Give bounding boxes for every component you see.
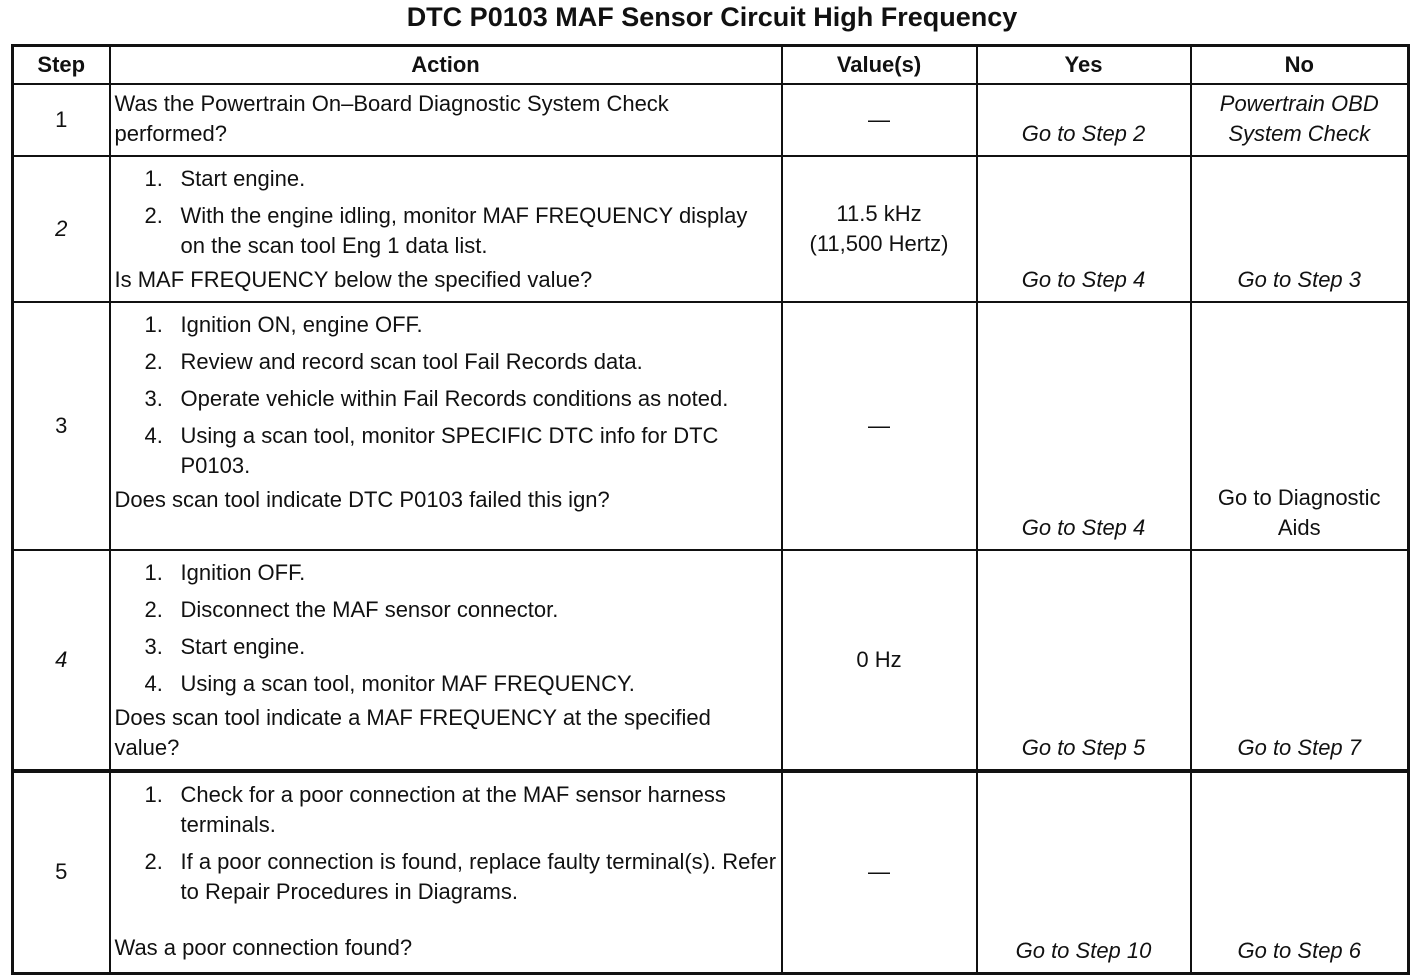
- action-question: Was the Powertrain On–Board Diagnostic System Check performed?: [114, 91, 669, 146]
- table-row: [13, 156, 1409, 302]
- action-item: 3. Operate vehicle within Fail Records conditions as noted.: [144, 386, 729, 411]
- action-cell: [110, 771, 782, 973]
- table-row: [13, 550, 1409, 771]
- action-item: 1. Ignition ON, engine OFF.: [144, 312, 423, 337]
- header-action: Action: [110, 46, 782, 85]
- value-cell: —: [782, 302, 977, 550]
- yes-cell: Go to Step 2: [977, 84, 1191, 156]
- header-step: Step: [13, 46, 110, 85]
- action-item: 1. Check for a poor connection at the MAF sensor harness terminals.: [144, 782, 726, 837]
- action-cell: [110, 302, 782, 550]
- action-cell: [110, 156, 782, 302]
- value-cell: 11.5 kHz (11,500 Hertz): [782, 156, 977, 302]
- action-item: 3. Start engine.: [144, 634, 306, 659]
- action-cell: [110, 550, 782, 771]
- step-number: 3: [13, 302, 110, 550]
- header-no: No: [1191, 46, 1409, 85]
- value-cell: 0 Hz: [782, 550, 977, 771]
- diagnostic-table: [11, 44, 1410, 975]
- action-item: 2. With the engine idling, monitor MAF FREQUENCY display on the scan tool Eng 1 data list.: [144, 203, 748, 258]
- table-row: [13, 771, 1409, 973]
- step-number: 2: [13, 156, 110, 302]
- action-item: 2. Review and record scan tool Fail Records data.: [144, 349, 643, 374]
- action-cell: [110, 84, 782, 156]
- table-row: [13, 302, 1409, 550]
- action-question: Is MAF FREQUENCY below the specified value?: [114, 267, 593, 292]
- action-question: Does scan tool indicate DTC P0103 failed this ign?: [114, 487, 610, 512]
- yes-cell: Go to Step 10: [977, 771, 1191, 973]
- no-cell: Powertrain OBD System Check: [1191, 84, 1409, 156]
- action-item: 2. If a poor connection is found, replace faulty terminal(s). Refer to Repair Procedures in Diagrams.: [144, 849, 777, 904]
- step-number: 1: [13, 84, 110, 156]
- header-values: Value(s): [782, 46, 977, 85]
- yes-cell: Go to Step 4: [977, 302, 1191, 550]
- no-cell: Go to Step 7: [1191, 550, 1409, 771]
- yes-cell: Go to Step 5: [977, 550, 1191, 771]
- step-number: 4: [13, 550, 110, 771]
- no-cell: Go to Step 6: [1191, 771, 1409, 973]
- no-cell: Go to Step 3: [1191, 156, 1409, 302]
- action-item: 1. Start engine.: [144, 166, 306, 191]
- table-row: [13, 84, 1409, 156]
- header-row: [13, 46, 1409, 85]
- step-number: 5: [13, 771, 110, 973]
- action-item: 4. Using a scan tool, monitor SPECIFIC DTC info for DTC P0103.: [144, 423, 719, 478]
- action-item: 1. Ignition OFF.: [144, 560, 306, 585]
- action-question: Does scan tool indicate a MAF FREQUENCY at the specified value?: [114, 705, 711, 760]
- value-cell: —: [782, 771, 977, 973]
- header-yes: Yes: [977, 46, 1191, 85]
- page-title: DTC P0103 MAF Sensor Circuit High Frequency: [406, 2, 1018, 32]
- no-cell: Go to Diagnostic Aids: [1191, 302, 1409, 550]
- value-cell: —: [782, 84, 977, 156]
- action-item: 2. Disconnect the MAF sensor connector.: [144, 597, 559, 622]
- action-item: 4. Using a scan tool, monitor MAF FREQUENCY.: [144, 671, 635, 696]
- yes-cell: Go to Step 4: [977, 156, 1191, 302]
- action-question: Was a poor connection found?: [114, 935, 413, 960]
